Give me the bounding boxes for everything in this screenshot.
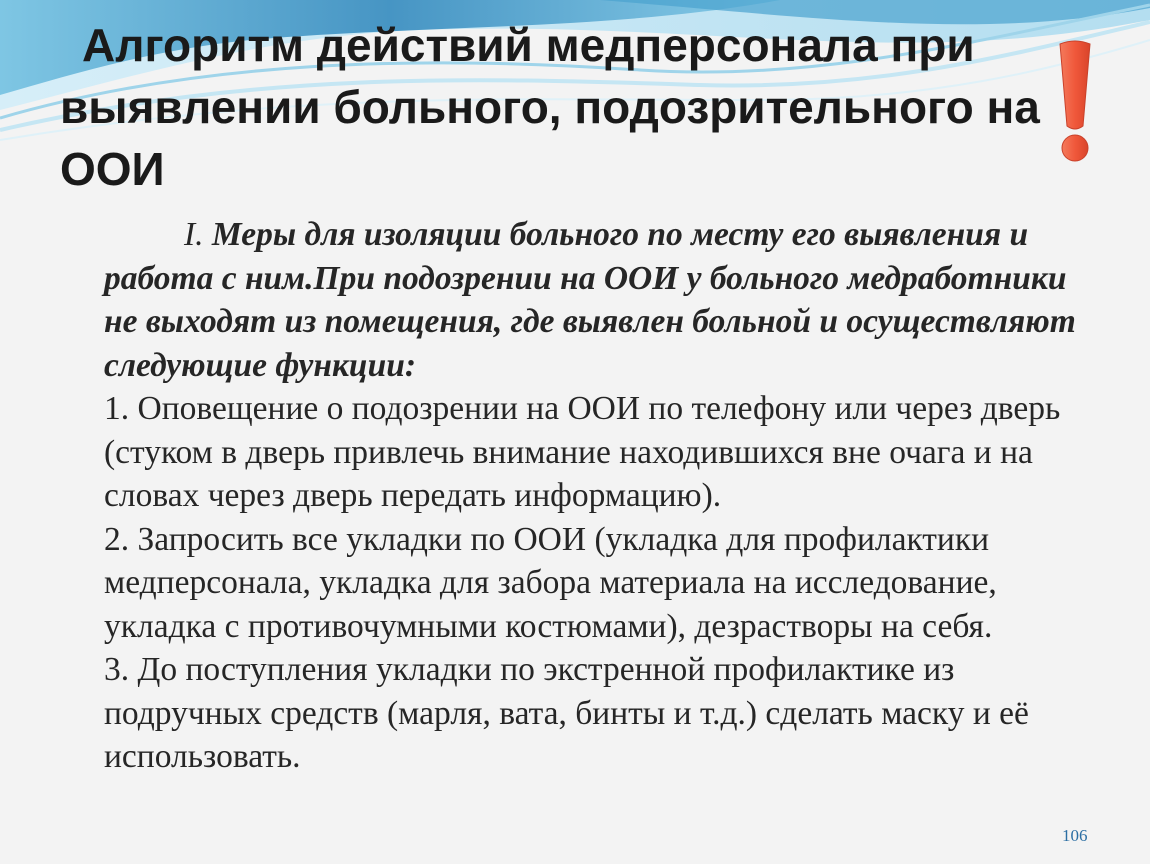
list-item-3: 3. До поступления укладки по экстренной профилактике из подручных средств (марля, вата, бинты и т.д.) сделать маску и её использовать. <box>104 651 1029 775</box>
list-item-2: 2. Запросить все укладки по ООИ (укладка для профилактики медперсонала, укладка для забора материала на исследование, укладка с противочумными костюмами), дезрастворы на себя. <box>104 520 997 645</box>
title-line-1: Алгоритм действий медперсонала при <box>82 19 975 71</box>
exclamation-icon <box>1050 38 1100 164</box>
page-number: 106 <box>1062 826 1088 845</box>
slide-title <box>60 14 1050 200</box>
title-line-3: ООИ <box>60 143 165 195</box>
intro-paragraph <box>104 213 1084 387</box>
title-line-2: выявлении больного, подозрительного на <box>60 81 1040 133</box>
slide-body <box>104 213 1084 779</box>
intro-text: Меры для изоляции больного по месту его выявления и работа с ним.При подозрении на ООИ у больного медработники не выходят из помещения, где выявлен больной и осуществляют следующие функции: <box>104 216 1076 384</box>
intro-number: I. <box>184 216 204 253</box>
list-item-1: 1. Оповещение о подозрении на ООИ по телефону или через дверь (стуком в дверь привлечь внимание находившихся вне очага и на словах через дверь передать информацию). <box>104 390 1061 514</box>
